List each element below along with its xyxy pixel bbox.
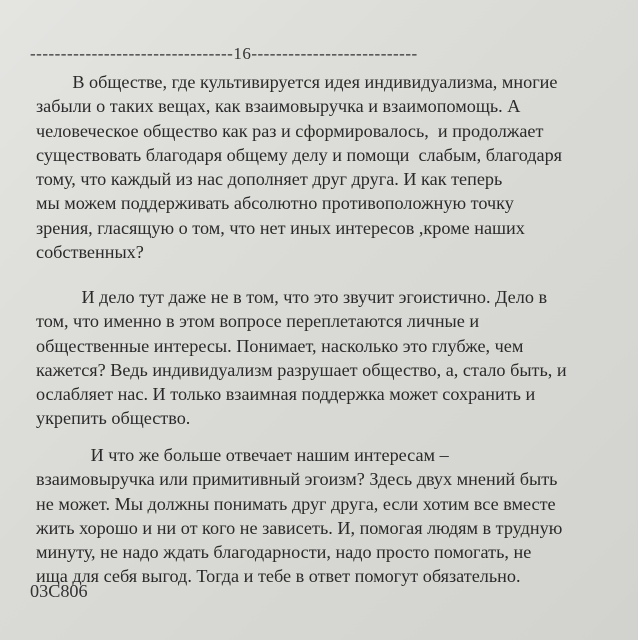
paragraph-line: общественные интересы. Понимает, насколько это глубже, чем <box>36 335 524 356</box>
paragraph-line: существовать благодаря общему делу и помощи слабым, благодаря <box>36 144 563 165</box>
paragraph-line: том, что именно в этом вопросе переплетаются личные и <box>36 311 480 332</box>
paragraph-line: кажется? Ведь индивидуализм разрушает общество, а, стало быть, и <box>36 359 567 380</box>
paragraph-line: не может. Мы должны понимать друг друга, если хотим все вместе <box>36 493 556 514</box>
paragraph-3 <box>36 443 626 589</box>
paragraph-line: ослабляет нас. И только взаимная поддержка может сохранить и <box>36 384 536 405</box>
page-number-header: ---------------------------------16--------------------------- <box>30 44 418 63</box>
paragraph-line: В обществе, где культивируется идея индивидуализма, многие <box>36 72 558 92</box>
paragraph-line: жить хорошо и ни от кого не зависеть. И, помогая людям в трудную <box>36 517 563 538</box>
paragraph-line: ища для себя выгод. Тогда и тебе в ответ помогут обязательно. <box>36 566 521 587</box>
paragraph-line: человеческое общество как раз и сформировалось, и продолжает <box>36 120 544 141</box>
paragraph-line: И дело тут даже не в том, что это звучит эгоистично. Дело в <box>36 287 548 307</box>
paragraph-1 <box>36 70 626 264</box>
paragraph-line: И что же больше отвечает нашим интересам – <box>36 445 449 465</box>
paragraph-line: минуту, не надо ждать благодарности, надо просто помогать, не <box>36 542 532 563</box>
document-code: 03С806 <box>30 581 88 601</box>
paragraph-line: собственных? <box>36 242 144 263</box>
paragraph-line: укрепить общество. <box>36 408 191 429</box>
paragraph-line: мы можем поддерживать абсолютно противоположную точку <box>36 193 514 214</box>
paragraph-line: забыли о таких вещах, как взаимовыручка и взаимопомощь. А <box>36 96 521 117</box>
paragraph-line: взаимовыручка или примитивный эгоизм? Здесь двух мнений быть <box>36 469 558 490</box>
paragraph-line: тому, что каждый из нас дополняет друг друга. И как теперь <box>36 169 503 190</box>
paragraph-2 <box>36 285 626 431</box>
paragraph-line: зрения, гласящую о том, что нет иных интересов ,кроме наших <box>36 217 525 238</box>
